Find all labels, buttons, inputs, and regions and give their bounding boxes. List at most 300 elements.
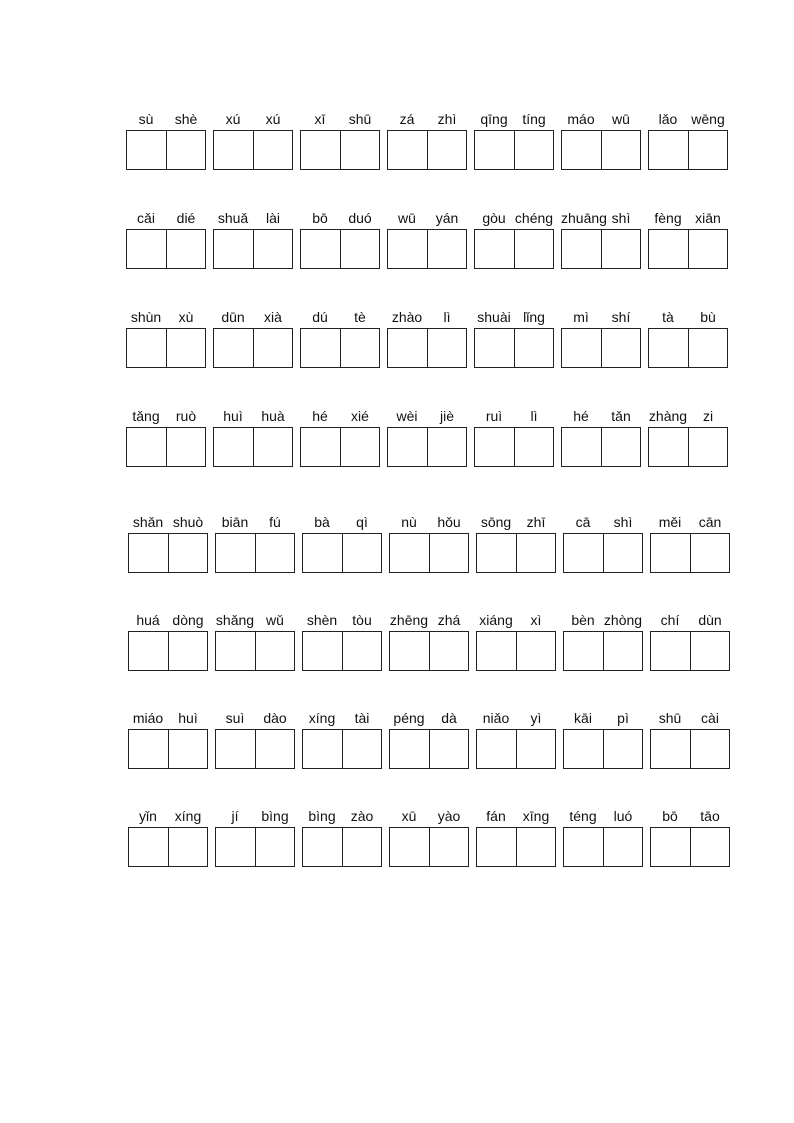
character-cell[interactable]: [688, 329, 728, 367]
writing-box: [650, 533, 730, 573]
word-item: [128, 611, 210, 691]
character-cell[interactable]: [342, 534, 382, 572]
writing-box: [215, 631, 295, 671]
pinyin-syllable: wū: [398, 210, 416, 226]
character-cell[interactable]: [390, 828, 429, 866]
word-item: [650, 611, 732, 691]
pinyin-syllable: xíng: [308, 710, 336, 726]
character-cell[interactable]: [214, 230, 253, 268]
character-cell[interactable]: [690, 534, 730, 572]
word-item: [302, 807, 384, 887]
character-cell[interactable]: [214, 428, 253, 466]
pinyin-syllable: huá: [136, 612, 160, 628]
pinyin-syllable: shuài: [477, 309, 511, 325]
pinyin-syllable: zhēng: [389, 612, 429, 628]
writing-box: [650, 827, 730, 867]
character-cell[interactable]: [342, 828, 382, 866]
word-item: [300, 110, 382, 190]
word-item: [213, 209, 295, 289]
character-cell[interactable]: [427, 428, 467, 466]
character-cell[interactable]: [388, 329, 427, 367]
writing-box: [128, 631, 208, 671]
pinyin-syllable: fú: [269, 514, 281, 530]
writing-box: [561, 328, 641, 368]
character-cell[interactable]: [216, 534, 255, 572]
writing-box: [302, 533, 382, 573]
writing-box: [474, 328, 554, 368]
word-item: [648, 407, 730, 487]
writing-box: [300, 427, 380, 467]
pinyin-syllable: shuò: [172, 514, 204, 530]
word-item: [561, 308, 643, 388]
character-cell[interactable]: [651, 730, 690, 768]
character-cell[interactable]: [390, 632, 429, 670]
pinyin-syllable: nù: [401, 514, 417, 530]
character-cell[interactable]: [342, 632, 382, 670]
pinyin-syllable: dòng: [172, 612, 204, 628]
pinyin-syllable: kāi: [574, 710, 592, 726]
writing-box: [215, 827, 295, 867]
character-cell[interactable]: [427, 329, 467, 367]
pinyin-syllable: xī: [314, 111, 326, 127]
writing-box: [476, 533, 556, 573]
pinyin-syllable: shì: [611, 210, 631, 226]
pinyin-syllable: zhī: [526, 514, 546, 530]
character-cell[interactable]: [562, 329, 601, 367]
writing-box: [302, 729, 382, 769]
pinyin-syllable: zhàng: [648, 408, 688, 424]
character-cell[interactable]: [516, 730, 556, 768]
word-item: [563, 513, 645, 593]
writing-box: [561, 229, 641, 269]
pinyin-syllable: zhá: [437, 612, 461, 628]
pinyin-syllable: xú: [225, 111, 241, 127]
word-item: [300, 407, 382, 487]
character-cell[interactable]: [166, 230, 206, 268]
character-cell[interactable]: [429, 828, 469, 866]
pinyin-syllable: tè: [354, 309, 366, 325]
character-cell[interactable]: [127, 131, 166, 169]
character-cell[interactable]: [168, 828, 208, 866]
word-item: [561, 209, 643, 289]
pinyin-syllable: zá: [399, 111, 415, 127]
word-item: [300, 308, 382, 388]
word-item: [215, 807, 297, 887]
character-cell[interactable]: [255, 534, 295, 572]
pinyin-syllable: bìng: [308, 808, 336, 824]
pinyin-syllable: zhào: [391, 309, 423, 325]
writing-box: [213, 328, 293, 368]
pinyin-syllable: chí: [660, 612, 680, 628]
pinyin-syllable: yán: [435, 210, 459, 226]
word-item: [128, 709, 210, 789]
pinyin-syllable: shí: [611, 309, 631, 325]
character-cell[interactable]: [301, 230, 340, 268]
character-cell[interactable]: [127, 428, 166, 466]
character-cell[interactable]: [301, 329, 340, 367]
character-cell[interactable]: [340, 329, 380, 367]
word-item: [387, 209, 469, 289]
character-cell[interactable]: [129, 730, 168, 768]
character-cell[interactable]: [127, 329, 166, 367]
pinyin-syllable: zhòng: [603, 612, 643, 628]
pinyin-syllable: shǎng: [215, 612, 255, 628]
pinyin-syllable: tòu: [352, 612, 372, 628]
word-item: [563, 709, 645, 789]
word-item: [213, 308, 295, 388]
character-cell[interactable]: [603, 534, 643, 572]
pinyin-syllable: pì: [617, 710, 629, 726]
character-cell[interactable]: [216, 632, 255, 670]
character-cell[interactable]: [516, 534, 556, 572]
pinyin-syllable: miáo: [132, 710, 164, 726]
writing-box: [561, 130, 641, 170]
word-item: [474, 308, 556, 388]
character-cell[interactable]: [255, 828, 295, 866]
pinyin-syllable: xì: [530, 612, 542, 628]
writing-box: [389, 631, 469, 671]
pinyin-syllable: dūn: [221, 309, 245, 325]
pinyin-syllable: dú: [312, 309, 328, 325]
pinyin-syllable: bà: [314, 514, 330, 530]
character-cell[interactable]: [303, 730, 342, 768]
character-cell[interactable]: [564, 632, 603, 670]
character-cell[interactable]: [255, 730, 295, 768]
word-item: [126, 110, 208, 190]
pinyin-syllable: xū: [401, 808, 417, 824]
writing-box: [213, 229, 293, 269]
character-cell[interactable]: [340, 428, 380, 466]
pinyin-syllable: sōng: [480, 514, 512, 530]
pinyin-syllable: péng: [393, 710, 425, 726]
pinyin-syllable: hé: [573, 408, 589, 424]
pinyin-syllable: cā: [575, 514, 591, 530]
character-cell[interactable]: [166, 329, 206, 367]
character-cell[interactable]: [475, 428, 514, 466]
character-cell[interactable]: [168, 730, 208, 768]
character-cell[interactable]: [477, 730, 516, 768]
pinyin-syllable: xú: [265, 111, 281, 127]
word-item: [302, 709, 384, 789]
character-cell[interactable]: [388, 230, 427, 268]
word-item: [650, 807, 732, 887]
word-item: [650, 513, 732, 593]
writing-box: [302, 631, 382, 671]
character-cell[interactable]: [688, 230, 728, 268]
pinyin-syllable: dùn: [698, 612, 722, 628]
character-cell[interactable]: [516, 828, 556, 866]
pinyin-syllable: bù: [700, 309, 716, 325]
pinyin-syllable: dié: [176, 210, 196, 226]
pinyin-syllable: měi: [658, 514, 682, 530]
writing-box: [300, 229, 380, 269]
character-cell[interactable]: [477, 534, 516, 572]
character-cell[interactable]: [253, 230, 293, 268]
character-cell[interactable]: [388, 131, 427, 169]
character-cell[interactable]: [477, 828, 516, 866]
word-item: [128, 513, 210, 593]
character-cell[interactable]: [514, 131, 554, 169]
character-cell[interactable]: [601, 230, 641, 268]
character-cell[interactable]: [562, 230, 601, 268]
writing-box: [300, 328, 380, 368]
word-item: [474, 407, 556, 487]
character-cell[interactable]: [514, 428, 554, 466]
character-cell[interactable]: [603, 828, 643, 866]
character-cell[interactable]: [301, 428, 340, 466]
word-item: [476, 807, 558, 887]
word-item: [215, 709, 297, 789]
pinyin-syllable: wēng: [691, 111, 725, 127]
pinyin-syllable: tāo: [700, 808, 720, 824]
word-item: [389, 709, 471, 789]
character-cell[interactable]: [690, 632, 730, 670]
writing-box: [128, 533, 208, 573]
character-cell[interactable]: [562, 428, 601, 466]
word-item: [476, 513, 558, 593]
word-item: [126, 209, 208, 289]
character-cell[interactable]: [603, 632, 643, 670]
character-cell[interactable]: [342, 730, 382, 768]
character-cell[interactable]: [427, 131, 467, 169]
pinyin-syllable: wǔ: [266, 612, 284, 628]
pinyin-syllable: xià: [264, 309, 282, 325]
pinyin-syllable: cài: [701, 710, 719, 726]
character-cell[interactable]: [603, 730, 643, 768]
word-item: [476, 611, 558, 691]
character-cell[interactable]: [429, 632, 469, 670]
character-cell[interactable]: [475, 329, 514, 367]
pinyin-syllable: sù: [138, 111, 154, 127]
pinyin-syllable: máo: [567, 111, 595, 127]
pinyin-syllable: zhì: [437, 111, 457, 127]
word-item: [300, 209, 382, 289]
pinyin-syllable: shǎn: [132, 514, 164, 530]
character-cell[interactable]: [688, 428, 728, 466]
pinyin-syllable: lì: [530, 408, 538, 424]
character-cell[interactable]: [514, 329, 554, 367]
pinyin-syllable: xù: [178, 309, 194, 325]
writing-box: [561, 427, 641, 467]
word-item: [302, 611, 384, 691]
character-cell[interactable]: [564, 534, 603, 572]
character-cell[interactable]: [214, 131, 253, 169]
word-item: [648, 308, 730, 388]
pinyin-syllable: qīng: [480, 111, 508, 127]
pinyin-syllable: luó: [613, 808, 633, 824]
pinyin-syllable: wèi: [396, 408, 418, 424]
pinyin-syllable: huì: [223, 408, 243, 424]
pinyin-syllable: tíng: [522, 111, 546, 127]
character-cell[interactable]: [651, 632, 690, 670]
word-item: [126, 407, 208, 487]
pinyin-syllable: téng: [569, 808, 597, 824]
character-cell[interactable]: [690, 828, 730, 866]
pinyin-syllable: fán: [486, 808, 506, 824]
writing-box: [387, 229, 467, 269]
pinyin-syllable: dà: [441, 710, 457, 726]
writing-box: [476, 729, 556, 769]
character-cell[interactable]: [564, 828, 603, 866]
word-item: [387, 407, 469, 487]
pinyin-syllable: jiè: [439, 408, 454, 424]
character-cell[interactable]: [390, 534, 429, 572]
character-cell[interactable]: [253, 131, 293, 169]
writing-box: [474, 427, 554, 467]
character-cell[interactable]: [303, 828, 342, 866]
pinyin-syllable: tà: [662, 309, 674, 325]
character-cell[interactable]: [690, 730, 730, 768]
pinyin-syllable: hǒu: [437, 514, 461, 530]
character-cell[interactable]: [427, 230, 467, 268]
character-cell[interactable]: [649, 428, 688, 466]
character-cell[interactable]: [390, 730, 429, 768]
writing-box: [563, 729, 643, 769]
word-item: [213, 407, 295, 487]
pinyin-syllable: huì: [178, 710, 198, 726]
writing-box: [126, 427, 206, 467]
writing-box: [215, 729, 295, 769]
writing-box: [389, 827, 469, 867]
character-cell[interactable]: [601, 131, 641, 169]
character-cell[interactable]: [255, 632, 295, 670]
character-cell[interactable]: [651, 534, 690, 572]
writing-box: [476, 827, 556, 867]
pinyin-syllable: wū: [612, 111, 630, 127]
character-cell[interactable]: [127, 230, 166, 268]
pinyin-syllable: huà: [261, 408, 285, 424]
pinyin-syllable: zi: [702, 408, 714, 424]
character-cell[interactable]: [253, 428, 293, 466]
pinyin-syllable: shèn: [306, 612, 338, 628]
word-item: [474, 209, 556, 289]
character-cell[interactable]: [214, 329, 253, 367]
character-cell[interactable]: [649, 329, 688, 367]
writing-box: [648, 130, 728, 170]
pinyin-syllable: tǎng: [132, 408, 160, 424]
character-cell[interactable]: [166, 428, 206, 466]
pinyin-syllable: shè: [174, 111, 198, 127]
word-item: [650, 709, 732, 789]
writing-box: [387, 130, 467, 170]
writing-box: [474, 130, 554, 170]
character-cell[interactable]: [477, 632, 516, 670]
character-cell[interactable]: [649, 230, 688, 268]
character-cell[interactable]: [129, 828, 168, 866]
word-item: [387, 308, 469, 388]
character-cell[interactable]: [564, 730, 603, 768]
pinyin-syllable: gòu: [482, 210, 506, 226]
character-cell[interactable]: [303, 632, 342, 670]
pinyin-syllable: shū: [658, 710, 682, 726]
character-cell[interactable]: [475, 230, 514, 268]
character-cell[interactable]: [562, 131, 601, 169]
character-cell[interactable]: [340, 131, 380, 169]
pinyin-syllable: yì: [530, 710, 542, 726]
character-cell[interactable]: [129, 632, 168, 670]
character-cell[interactable]: [601, 329, 641, 367]
character-cell[interactable]: [166, 131, 206, 169]
character-cell[interactable]: [129, 534, 168, 572]
writing-box: [213, 427, 293, 467]
writing-box: [650, 729, 730, 769]
word-item: [648, 110, 730, 190]
character-cell[interactable]: [168, 632, 208, 670]
pinyin-syllable: qì: [356, 514, 368, 530]
word-item: [563, 611, 645, 691]
word-item: [476, 709, 558, 789]
character-cell[interactable]: [429, 730, 469, 768]
character-cell[interactable]: [388, 428, 427, 466]
word-item: [389, 611, 471, 691]
pinyin-syllable: xiān: [695, 210, 721, 226]
character-cell[interactable]: [340, 230, 380, 268]
pinyin-syllable: cǎi: [137, 210, 155, 226]
pinyin-syllable: lài: [265, 210, 280, 226]
character-cell[interactable]: [429, 534, 469, 572]
writing-box: [476, 631, 556, 671]
writing-box: [563, 827, 643, 867]
pinyin-syllable: xié: [351, 408, 369, 424]
pinyin-syllable: bìng: [261, 808, 289, 824]
writing-box: [648, 328, 728, 368]
character-cell[interactable]: [649, 131, 688, 169]
writing-box: [126, 229, 206, 269]
character-cell[interactable]: [516, 632, 556, 670]
writing-box: [563, 631, 643, 671]
writing-box: [474, 229, 554, 269]
character-cell[interactable]: [216, 730, 255, 768]
character-cell[interactable]: [168, 534, 208, 572]
pinyin-syllable: biān: [221, 514, 249, 530]
word-item: [126, 308, 208, 388]
writing-box: [126, 328, 206, 368]
character-cell[interactable]: [216, 828, 255, 866]
pinyin-syllable: cān: [698, 514, 722, 530]
writing-box: [215, 533, 295, 573]
pinyin-syllable: xiáng: [479, 612, 513, 628]
pinyin-syllable: tài: [354, 710, 370, 726]
word-item: [474, 110, 556, 190]
pinyin-syllable: shì: [613, 514, 633, 530]
character-cell[interactable]: [301, 131, 340, 169]
word-item: [302, 513, 384, 593]
character-cell[interactable]: [514, 230, 554, 268]
pinyin-syllable: ruì: [485, 408, 503, 424]
writing-box: [126, 130, 206, 170]
character-cell[interactable]: [475, 131, 514, 169]
writing-box: [387, 427, 467, 467]
writing-box: [387, 328, 467, 368]
pinyin-syllable: hé: [312, 408, 328, 424]
word-item: [563, 807, 645, 887]
word-item: [561, 407, 643, 487]
pinyin-syllable: lǎo: [658, 111, 678, 127]
word-item: [387, 110, 469, 190]
writing-box: [389, 729, 469, 769]
writing-box: [128, 729, 208, 769]
character-cell[interactable]: [601, 428, 641, 466]
character-cell[interactable]: [651, 828, 690, 866]
character-cell[interactable]: [303, 534, 342, 572]
pinyin-syllable: shùn: [130, 309, 162, 325]
writing-box: [648, 427, 728, 467]
word-item: [215, 513, 297, 593]
pinyin-syllable: niǎo: [482, 710, 510, 726]
character-cell[interactable]: [253, 329, 293, 367]
character-cell[interactable]: [688, 131, 728, 169]
pinyin-syllable: jí: [231, 808, 239, 824]
